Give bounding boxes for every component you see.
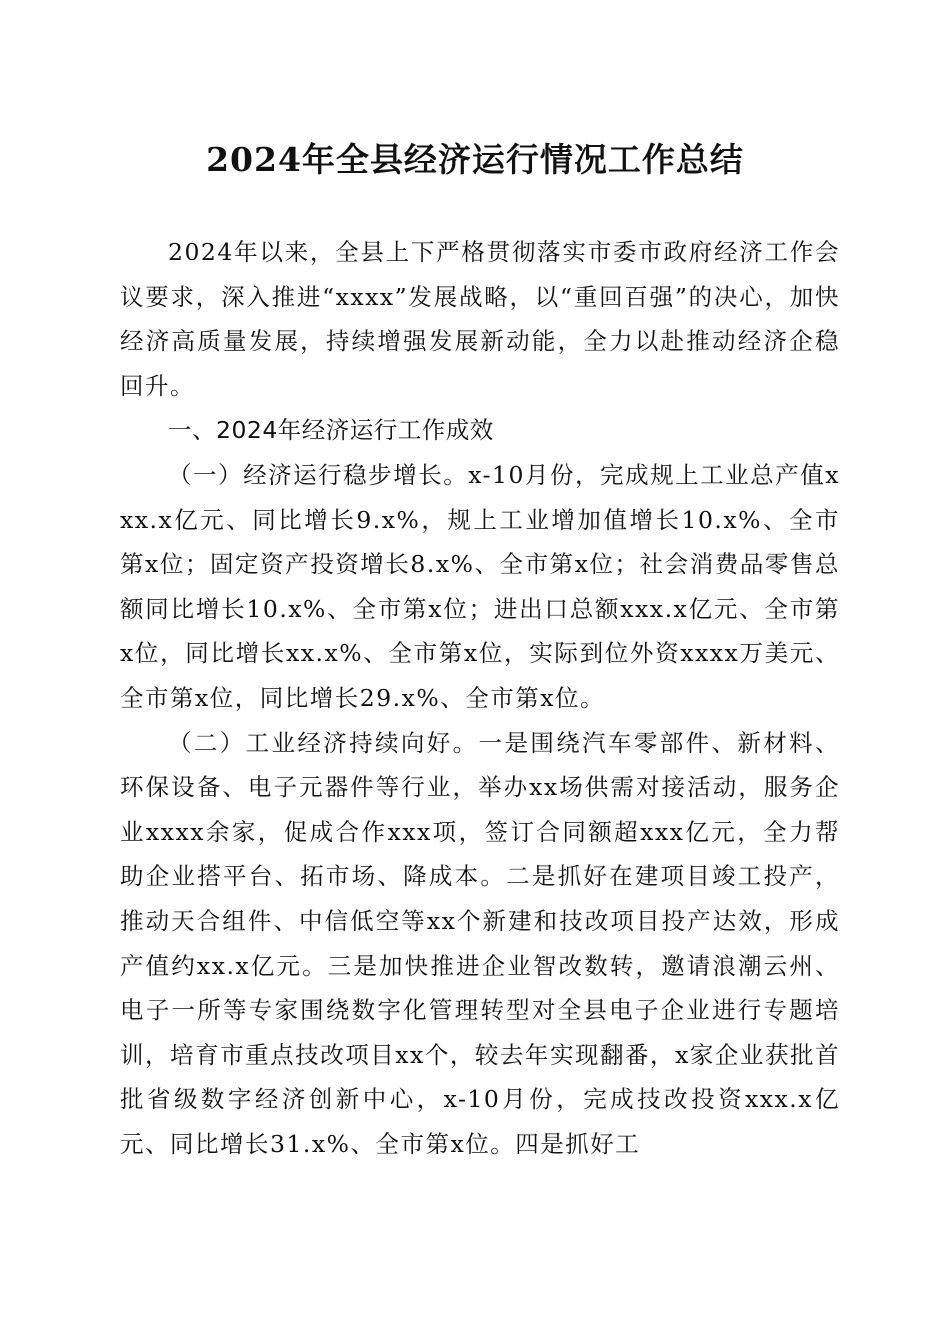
paragraph-economic-growth: （一）经济运行稳步增长。x-10月份，完成规上工业总产值xxx.x亿元、同比增长9.x%，规上工业增加值增长10.x%、全市第x位；固定资产投资增长8.x%、全市第x位；社会消费品零售总额同比增长10.x%、全市第x位；进出口总额xxx.x亿元、全市第x位，同比增长xx.x%、全市第x位，实际到位外资xxxx万美元、全市第x位，同比增长29.x%、全市第x位。 bbox=[120, 460, 840, 712]
document-body bbox=[120, 230, 840, 1166]
intro-paragraph: 2024年以来，全县上下严格贯彻落实市委市政府经济工作会议要求，深入推进“xxxx”发展战略，以“重回百强”的决心，加快经济高质量发展，持续增强发展新动能，全力以赴推动经济企稳回升。 bbox=[120, 238, 840, 400]
section-heading-achievements: 一、2024年经济运行工作成效 bbox=[168, 416, 494, 445]
paragraph-industrial-economy: （二）工业经济持续向好。一是围绕汽车零部件、新材料、环保设备、电子元器件等行业，举办xx场供需对接活动，服务企业xxxx余家，促成合作xxx项，签订合同额超xxx亿元，全力帮助企业搭平台、拓市场、降成本。二是抓好在建项目竣工投产，推动天合组件、中信低空等xx个新建和技改项目投产达效，形成产值约xx.x亿元。三是加快推进企业智改数转，邀请浪潮云州、电子一所等专家围绕数字化管理转型对全县电子企业进行专题培训，培育市重点技改项目xx个，较去年实现翻番，x家企业获批首批省级数字经济创新中心，x-10月份，完成技改投资xxx.x亿元、同比增长31.x%、全市第x位。四是抓好工 bbox=[120, 728, 840, 1158]
document-title: 2024年全县经济运行情况工作总结 bbox=[206, 140, 744, 179]
